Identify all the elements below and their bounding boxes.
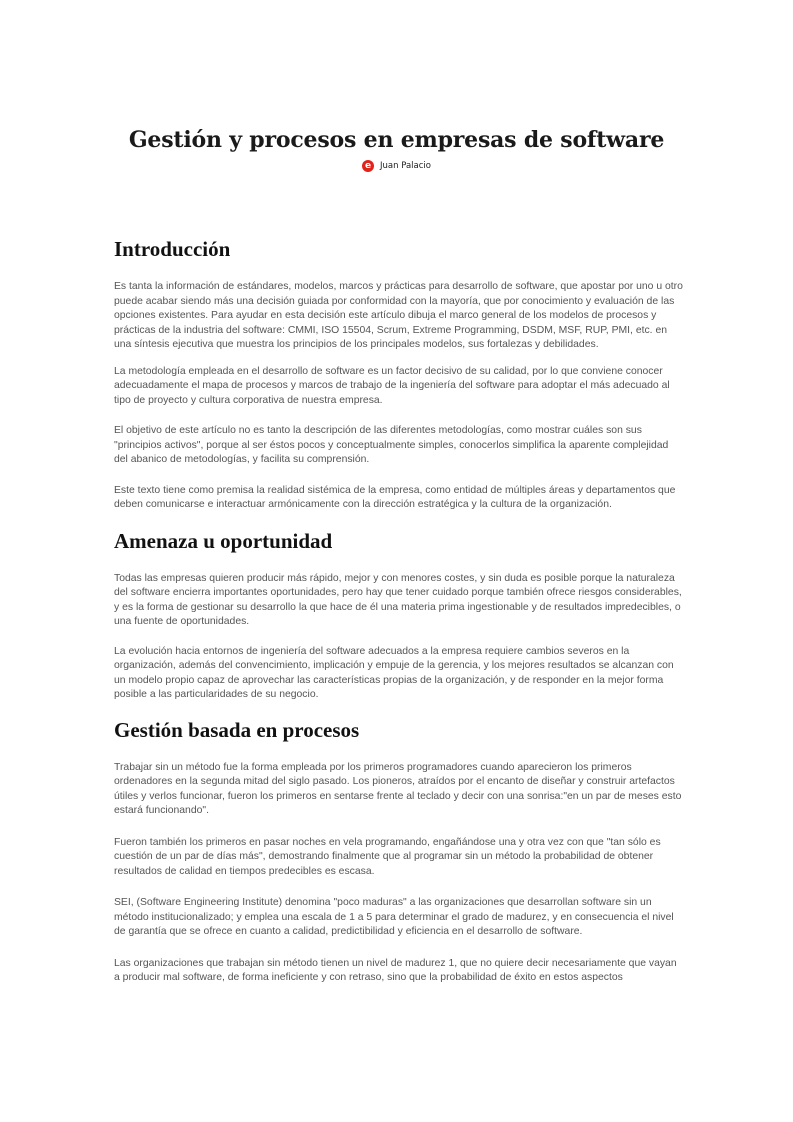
section-heading-amenaza: Amenaza u oportunidad (114, 528, 333, 553)
paragraph: Todas las empresas quieren producir más rápido, mejor y con menores costes, y sin duda es posible porque la naturaleza del software encierra importantes oportunidades, pero hay que tener cuidado porque también ofrece riesgos considerables, y es la forma de gestionar su desarrollo la que hace de él una materia prima ingestionable y de resultados impredecibles, o una fuente de oportunidades. (114, 572, 682, 627)
paragraph: SEI, (Software Engineering Institute) denomina "poco maduras" a las organizaciones que desarrollan software sin un método institucionalizado; y emplea una escala de 1 a 5 para determinar el grado de madurez, y en consecuencia el nivel de garantía que se ofrece en cuanto a calidad, predictibilidad y eficiencia en el desarrollo de software. (114, 897, 674, 937)
paragraph: La evolución hacia entornos de ingeniería del software adecuados a la empresa requiere cambios severos en la organización, además del convencimiento, implicación y empuje de la gerencia, y los mejores resultados se alcanzan con un modelo propio capaz de aprovechar las características propias de la organización, y de responder en la mejor forma posible a las particularidades de su negocio. (114, 645, 674, 700)
paragraph: Las organizaciones que trabajan sin método tienen un nivel de madurez 1, que no quiere decir necesariamente que vayan a producir mal software, de forma ineficiente y con retraso, sino que la probabilidad de éxito en estos aspectos (114, 957, 677, 983)
section-heading-gestion: Gestión basada en procesos (114, 717, 360, 742)
paragraph: Es tanta la información de estándares, modelos, marcos y prácticas para desarrollo de software, que apostar por uno u otro puede acabar siendo más una decisión guiada por conformidad con la mayoría, que por conocimiento y evaluación de las opciones existentes. Para ayudar en esta decisión este artículo dibuja el marco general de los modelos de procesos y prácticas de la industria del software: CMMI, ISO 15504, Scrum, Extreme Programming, DSDM, MSF, RUP, PMI, etc. en una síntesis ejecutiva que muestra los principios de los principales modelos, sus fortalezas y debilidades. (114, 281, 683, 350)
author-name: Juan Palacio (380, 161, 431, 171)
paragraph: El objetivo de este artículo no es tanto la descripción de las diferentes metodologías, como mostrar cuáles son sus "principios activos", porque al ser éstos pocos y conceptualmente simples, conocerlos simplifica la aparente complejidad del abanico de metodologías, y facilita su comprensión. (114, 425, 669, 465)
document-title: Gestión y procesos en empresas de software (128, 127, 665, 153)
paragraph: Fueron también los primeros en pasar noches en vela programando, engañándose una y otra vez con que "tan sólo es cuestión de un par de días más", demostrando finalmente que al programar sin un método la probabilidad de obtener resultados de calidad en tiempos predecibles es escasa. (114, 836, 661, 877)
section-heading-introduccion: Introducción (114, 237, 231, 261)
paragraph: Este texto tiene como premisa la realidad sistémica de la empresa, como entidad de múltiples áreas y departamentos que deben comunicarse e interactuar armónicamente con la dirección estratégica y la cultura de la organización. (114, 484, 676, 510)
author-byline (0, 160, 793, 172)
paragraph: La metodología empleada en el desarrollo de software es un factor decisivo de su calidad, por lo que conviene conocer adecuadamente el mapa de procesos y marcos de trabajo de la ingeniería del software para adoptar el más adecuado al tipo de proyecto y cultura corporativa de nuestra empresa. (114, 365, 670, 406)
author-logo-icon: e (362, 160, 374, 172)
paragraph: Trabajar sin un método fue la forma empleada por los primeros programadores cuando aparecieron los primeros ordenadores en la segunda mitad del siglo pasado. Los pioneros, atraídos por el encanto de diseñar y construir artefactos útiles y verlos funcionar, fueron los primeros en sentarse frente al teclado y decir con una sonrisa:"en un par de meses esto estará funcionando". (114, 761, 682, 816)
document-body (114, 236, 684, 986)
